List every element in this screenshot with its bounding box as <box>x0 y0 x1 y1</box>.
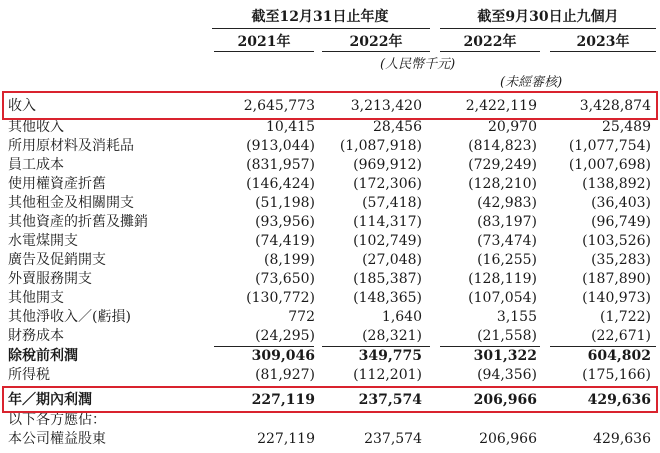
row-label: 水電煤開支 <box>8 233 78 249</box>
row-value-2022-nine: (21,558) <box>477 328 537 344</box>
col-rule-2022-nine <box>440 51 540 52</box>
row-value-2022-nine: (94,356) <box>477 367 537 383</box>
row-label: 收入 <box>8 98 36 114</box>
row-value-2023: (36,403) <box>591 195 651 211</box>
unaudited-note: (未經審核) <box>500 75 563 90</box>
row-label: 使用權資產折舊 <box>8 176 106 192</box>
row-value-2022: (148,365) <box>353 290 422 306</box>
table-row <box>0 175 660 194</box>
row-value-2022: (28,321) <box>362 328 422 344</box>
row-value-2022-nine: 301,322 <box>473 348 537 364</box>
row-value-2023: (103,526) <box>582 233 651 249</box>
row-value-2022: (27,048) <box>362 252 422 268</box>
row-value-2022-nine: (814,823) <box>468 138 537 154</box>
row-value-2022: 1,640 <box>381 309 422 325</box>
row-value-2022: 237,574 <box>358 392 422 408</box>
row-value-2023: 429,636 <box>587 392 651 408</box>
row-value-2022-nine: (73,474) <box>477 233 537 249</box>
row-value-2022: (57,418) <box>362 195 422 211</box>
group-header-year-rule <box>212 28 430 29</box>
row-value-2022: (112,201) <box>353 367 422 383</box>
row-value-2022: 3,213,420 <box>350 98 422 114</box>
row-value-2022-nine: (83,197) <box>477 214 537 230</box>
row-value-2023: (1,722) <box>599 309 651 325</box>
row-value-2021: (93,956) <box>255 214 315 230</box>
row-label: 其他淨收入／(虧損) <box>8 309 131 325</box>
row-value-2022-nine: (42,983) <box>477 195 537 211</box>
row-value-2021: (146,424) <box>246 176 315 192</box>
row-label: 本公司權益股東 <box>8 431 106 447</box>
col-header-2021: 2021年 <box>237 34 291 50</box>
col-rule-2023 <box>550 51 656 52</box>
row-value-2023: (1,007,698) <box>568 157 651 173</box>
row-label: 廣告及促銷開支 <box>8 252 106 268</box>
col-rule-2021 <box>214 51 314 52</box>
col-header-2023: 2023年 <box>576 34 630 50</box>
row-value-2023: (22,671) <box>591 328 651 344</box>
row-label: 除稅前利潤 <box>8 348 78 364</box>
row-value-2022-nine: 3,155 <box>496 309 537 325</box>
row-value-2021: (831,957) <box>246 157 315 173</box>
row-value-2022: 28,456 <box>373 119 422 135</box>
table-row <box>0 327 660 346</box>
row-value-2022-nine: (128,210) <box>468 176 537 192</box>
row-value-2022: (969,912) <box>353 157 422 173</box>
row-value-2021: 772 <box>288 309 315 325</box>
row-label: 其他租金及相關開支 <box>8 195 134 211</box>
col-header-2022: 2022年 <box>349 34 403 50</box>
row-label: 其他收入 <box>8 119 64 135</box>
row-label: 員工成本 <box>8 157 64 173</box>
table-row <box>0 270 660 289</box>
row-value-2021: 10,415 <box>266 119 315 135</box>
row-value-2023: (140,973) <box>582 290 651 306</box>
row-label: 其他開支 <box>8 290 64 306</box>
row-value-2023: (96,749) <box>591 214 651 230</box>
row-value-2021: 2,645,773 <box>243 98 315 114</box>
row-value-2021: (73,650) <box>255 271 315 287</box>
row-value-2022: (185,387) <box>353 271 422 287</box>
highlight-box-revenue <box>2 91 658 120</box>
row-value-2021: (8,199) <box>263 252 315 268</box>
row-value-2022-nine: (729,249) <box>468 157 537 173</box>
row-label: 財務成本 <box>8 328 64 344</box>
row-label: 年／期內利潤 <box>8 392 92 408</box>
row-value-2022: (114,317) <box>353 214 422 230</box>
row-value-2022-nine: (16,255) <box>477 252 537 268</box>
table-row <box>0 232 660 251</box>
row-value-2023: (138,892) <box>582 176 651 192</box>
row-value-2022-nine: 20,970 <box>488 119 537 135</box>
table-row <box>0 251 660 270</box>
row-value-2023: 604,802 <box>587 348 651 364</box>
row-value-2021: 309,046 <box>251 348 315 364</box>
row-value-2023: (175,166) <box>582 367 651 383</box>
row-value-2021: 227,119 <box>257 431 315 447</box>
row-value-2022: (1,087,918) <box>339 138 422 154</box>
row-value-2022: (102,749) <box>353 233 422 249</box>
row-value-2023: 429,636 <box>593 431 651 447</box>
row-value-2022-nine: 206,966 <box>479 431 537 447</box>
table-row <box>0 347 660 366</box>
table-row <box>0 366 660 385</box>
row-value-2021: 227,119 <box>251 392 315 408</box>
row-label: 外賣服務開支 <box>8 271 92 287</box>
row-value-2022-nine: (128,119) <box>468 271 537 287</box>
table-row <box>0 156 660 175</box>
row-value-2022-nine: 2,422,119 <box>465 98 537 114</box>
table-row <box>0 118 660 137</box>
table-row <box>0 213 660 232</box>
table-row <box>0 308 660 327</box>
highlight-box-profit <box>2 386 658 413</box>
table-row <box>0 411 660 430</box>
row-label: 其他資產的折舊及攤銷 <box>8 214 148 230</box>
row-label: 所得税 <box>8 367 50 383</box>
row-value-2021: (130,772) <box>246 290 315 306</box>
row-label: 以下各方應佔： <box>8 412 106 428</box>
table-row <box>0 289 660 308</box>
row-value-2021: (51,198) <box>255 195 315 211</box>
row-label: 所用原材料及消耗品 <box>8 138 134 154</box>
row-value-2022-nine: 206,966 <box>473 392 537 408</box>
row-value-2022: 349,775 <box>358 348 422 364</box>
row-value-2023: 3,428,874 <box>579 98 651 114</box>
group-header-nine-rule <box>440 28 656 29</box>
row-value-2021: (74,419) <box>255 233 315 249</box>
row-value-2021: (81,927) <box>255 367 315 383</box>
row-value-2021: (24,295) <box>255 328 315 344</box>
row-value-2023: (1,077,754) <box>568 138 651 154</box>
row-value-2023: (35,283) <box>591 252 651 268</box>
col-header-2022-nine: 2022年 <box>463 34 517 50</box>
table-row <box>0 430 660 449</box>
group-header-year-ended: 截至12月31日止年度 <box>251 9 389 25</box>
table-row <box>0 194 660 213</box>
currency-unit-note: (人民幣千元) <box>380 57 456 72</box>
col-rule-2022 <box>322 51 430 52</box>
row-value-2023: (187,890) <box>582 271 651 287</box>
table-row <box>0 137 660 156</box>
group-header-nine-months: 截至9月30日止九個月 <box>477 9 619 25</box>
row-value-2022: (172,306) <box>353 176 422 192</box>
row-value-2022: 237,574 <box>364 431 422 447</box>
row-value-2022-nine: (107,054) <box>468 290 537 306</box>
row-value-2023: 25,489 <box>602 119 651 135</box>
row-value-2021: (913,044) <box>246 138 315 154</box>
